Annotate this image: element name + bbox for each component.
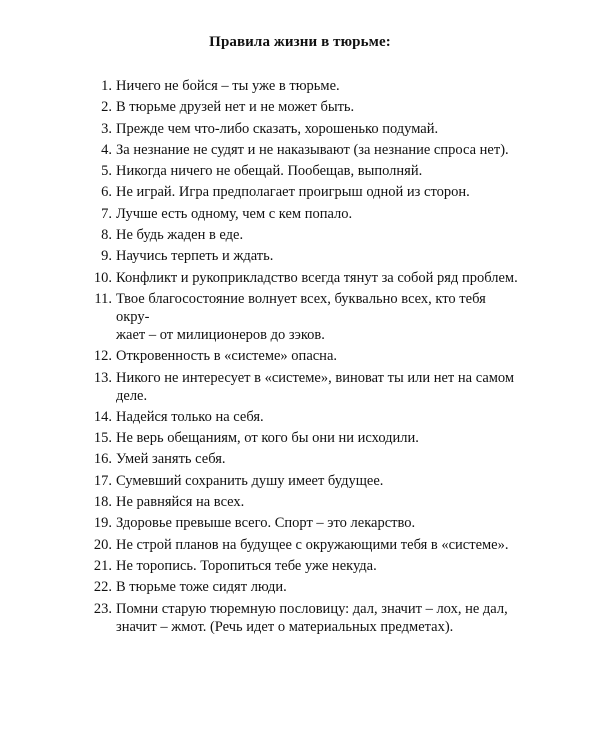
rule-item (82, 205, 522, 223)
rule-text (116, 141, 522, 159)
rule-item (82, 536, 522, 554)
rule-text-line: Не торопись. Торопиться тебе уже некуда. (116, 557, 377, 574)
rule-item (82, 514, 522, 532)
rule-number: 12. (93, 348, 112, 365)
rule-text-line: Не играй. Игра предполагает проигрыш одной из сторон. (116, 184, 470, 201)
rule-item (82, 98, 522, 116)
rule-text (116, 226, 522, 244)
rule-item (82, 578, 522, 596)
rule-number: 1. (101, 78, 112, 94)
rule-text (116, 600, 522, 636)
rule-text (116, 369, 522, 405)
rule-text (116, 120, 522, 138)
rule-number: 16. (93, 451, 112, 468)
rule-number: 4. (101, 141, 112, 158)
rule-text-line: Никогда ничего не обещай. Пообещав, выполняй. (116, 163, 423, 180)
rule-text-line: Умей занять себя. (116, 451, 226, 468)
rule-item (82, 120, 522, 138)
rule-text (116, 247, 522, 265)
rule-item (82, 247, 522, 265)
rule-text (116, 536, 522, 554)
rule-text-line: Надейся только на себя. (116, 408, 264, 425)
rule-number: 5. (101, 163, 112, 180)
rule-item (82, 141, 522, 159)
rule-item (82, 347, 522, 365)
rule-item (82, 183, 522, 201)
rule-number: 3. (101, 120, 112, 137)
rule-text-line: Ничего не бойся – ты уже в тюрьме. (116, 78, 340, 94)
rule-item (82, 600, 522, 636)
rule-text (116, 290, 522, 344)
rule-item (82, 408, 522, 426)
rule-text (116, 98, 522, 116)
page-title: Правила жизни в тюрьме: (209, 34, 391, 50)
rule-text (116, 514, 522, 532)
rule-text (116, 183, 522, 201)
rule-number: 20. (93, 536, 112, 553)
rule-item (82, 369, 522, 405)
rule-text (116, 472, 522, 490)
rule-number: 21. (93, 557, 112, 574)
rule-text-line: За незнание не судят и не наказывают (за незнание спроса нет). (116, 141, 509, 158)
rule-text-line: В тюрьме тоже сидят люди. (116, 579, 287, 596)
rule-text-line: Прежде чем что-либо сказать, хорошенько подумай. (116, 120, 439, 137)
rule-text (116, 162, 522, 180)
rule-number: 17. (93, 472, 112, 489)
rule-text (116, 578, 522, 596)
rule-number: 7. (101, 205, 112, 222)
rule-text (116, 205, 522, 223)
rule-number: 19. (93, 515, 112, 532)
rule-number: 2. (101, 99, 112, 116)
rule-text-line: Никого не интересует в «системе», виноват ты или нет на самом (116, 369, 515, 386)
rule-text-line: Конфликт и рукоприкладство всегда тянут за собой ряд проблем. (116, 269, 518, 286)
rule-text-line: Откровенность в «системе» опасна. (116, 348, 338, 365)
rule-item (82, 493, 522, 511)
rule-item (82, 77, 522, 95)
rule-text-line: Не равняйся на всех. (116, 494, 245, 511)
rule-text-line: Научись терпеть и ждать. (116, 248, 274, 265)
rule-item (82, 290, 522, 344)
rule-item (82, 429, 522, 447)
rule-text-line: Здоровье превыше всего. Спорт – это лекарство. (116, 515, 416, 532)
rule-text-line: жает – от милиционеров до зэков. (116, 326, 325, 343)
rule-text (116, 429, 522, 447)
rule-text-line: Твое благосостояние волнует всех, буквально всех, кто тебя окру- (116, 290, 486, 325)
rule-text-line: В тюрьме друзей нет и не может быть. (116, 99, 355, 116)
rule-text (116, 77, 522, 95)
rule-item (82, 162, 522, 180)
rule-item (82, 450, 522, 468)
rule-number: 8. (101, 227, 112, 244)
rule-text-line: Сумевший сохранить душу имеет будущее. (116, 472, 384, 489)
rule-text-line: Помни старую тюремную пословицу: дал, значит – лох, не дал, (116, 600, 508, 617)
rule-number: 10. (93, 269, 112, 286)
rules-list (82, 77, 522, 639)
rule-text-line: Не строй планов на будущее с окружающими тебя в «системе». (116, 536, 509, 553)
rule-item (82, 472, 522, 490)
rule-number: 13. (93, 369, 112, 386)
rule-text-line: Не верь обещаниям, от кого бы они ни исходили. (116, 430, 419, 447)
rule-text-line: значит – жмот. (Речь идет о материальных предметах). (116, 618, 454, 635)
rule-text (116, 347, 522, 365)
rule-text-line: Не будь жаден в еде. (116, 227, 244, 244)
rule-number: 22. (93, 579, 112, 596)
rule-item (82, 269, 522, 287)
rule-text-line: Лучше есть одному, чем с кем попало. (116, 205, 353, 222)
rule-number: 23. (93, 600, 112, 617)
rule-number: 6. (101, 184, 112, 201)
rule-item (82, 557, 522, 575)
rule-number: 15. (93, 430, 112, 447)
rule-number: 14. (93, 408, 112, 425)
rule-number: 11. (94, 290, 112, 307)
rule-item (82, 226, 522, 244)
rule-text (116, 408, 522, 426)
rule-number: 9. (101, 248, 112, 265)
rule-text-line: деле. (116, 387, 148, 404)
rule-text (116, 493, 522, 511)
rule-text (116, 557, 522, 575)
rule-number: 18. (93, 494, 112, 511)
rule-text (116, 269, 522, 287)
rule-text (116, 450, 522, 468)
